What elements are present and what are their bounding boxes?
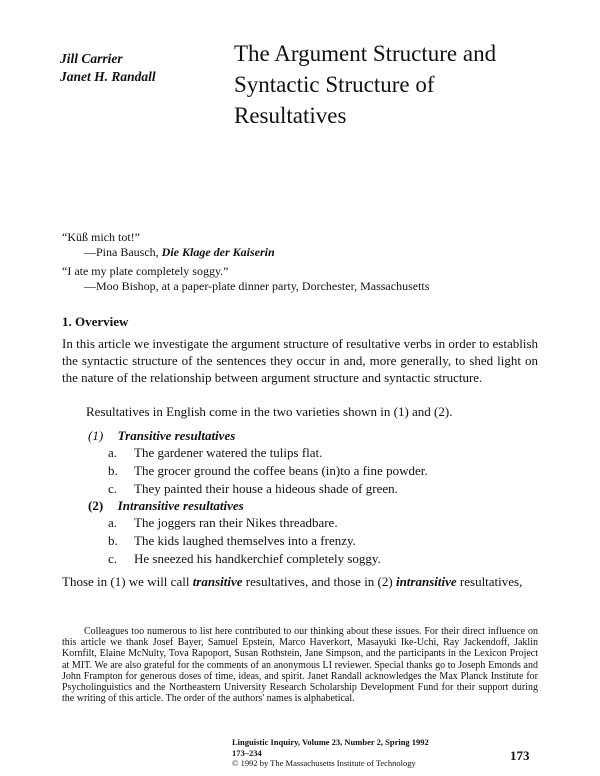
example-1b bbox=[108, 462, 428, 480]
para3-term-transitive: transitive bbox=[192, 574, 243, 589]
example-letter: c. bbox=[108, 481, 118, 496]
example-letter: c. bbox=[108, 551, 118, 566]
example-2-title: Intransitive resultatives bbox=[117, 498, 244, 513]
footnote-text: Colleagues too numerous to list here contributed to our thinking about these issues. For their direct influence on this article we thank Josef Bayer, Samuel Epstein, Marco Haverkort, Masayuki Ike-Uchi, Ray Jackendoff, Jaklin Kornfilt, Elaine McNulty, Tova Rapoport, Susan Rothstein, Jane Simpson, and the participants in the Lexicon Project at MIT. We are also grateful for the comments of an anonymous LI reviewer. Special thanks go to Joseph Emonds and John Frampton for generous doses of time, ideas, and spirit. Janet Randall acknowledges the Max Planck Institute for Psycholinguistics and the Northeastern University Research Scholarship Development Fund for their support during the writing of this article. The order of the authors' names is alphabetical. bbox=[62, 626, 538, 705]
epigraph-1 bbox=[62, 230, 275, 260]
journal-citation: Linguistic Inquiry, Volume 23, Number 2, Spring 1992 bbox=[232, 737, 429, 747]
section-heading: 1. Overview bbox=[62, 314, 129, 329]
example-2c bbox=[108, 550, 381, 568]
example-text: The joggers ran their Nikes threadbare. bbox=[134, 515, 338, 530]
example-2-number: (2) bbox=[88, 498, 104, 513]
example-letter: a. bbox=[108, 445, 118, 460]
example-2b bbox=[108, 532, 356, 550]
title-line-2: Syntactic Structure of bbox=[234, 72, 435, 97]
publication-info bbox=[232, 737, 429, 769]
example-1-label bbox=[88, 427, 235, 444]
acknowledgment-footnote bbox=[62, 626, 538, 704]
epigraph-1-source-author: —Pina Bausch, bbox=[84, 245, 162, 259]
author-1: Jill Carrier bbox=[60, 51, 123, 66]
para3-term-intransitive: intransitive bbox=[395, 574, 457, 589]
example-1-number: (1) bbox=[88, 428, 104, 443]
epigraph-2-source: —Moo Bishop, at a paper-plate dinner party, Dorchester, Massachusetts bbox=[84, 279, 430, 293]
example-text: The grocer ground the coffee beans (in)to a fine powder. bbox=[134, 463, 428, 478]
example-text: The kids laughed themselves into a frenzy. bbox=[134, 533, 356, 548]
epigraph-1-quote: “Küß mich tot!” bbox=[62, 230, 140, 244]
author-2: Janet H. Randall bbox=[60, 69, 156, 84]
page-range: 173–234 bbox=[232, 747, 262, 758]
example-letter: a. bbox=[108, 515, 118, 530]
epigraph-2 bbox=[62, 264, 429, 294]
para3-text-2: resultatives, and those in (2) bbox=[242, 574, 396, 589]
title-line-3: Resultatives bbox=[234, 103, 347, 128]
epigraph-1-source bbox=[62, 245, 275, 260]
example-text: They painted their house a hideous shade of green. bbox=[134, 481, 398, 496]
para3-text-3: resultatives, bbox=[456, 574, 523, 589]
example-1c bbox=[108, 480, 398, 498]
para3-text-1: Those in (1) we will call bbox=[62, 574, 193, 589]
paragraph-3 bbox=[62, 573, 538, 590]
copyright-line: © 1992 by The Massachusetts Institute of Technology bbox=[232, 758, 416, 768]
example-letter: b. bbox=[108, 463, 118, 478]
example-1-title: Transitive resultatives bbox=[117, 428, 236, 443]
paragraph-2: Resultatives in English come in the two varieties shown in (1) and (2). bbox=[86, 404, 453, 419]
example-2-label bbox=[88, 497, 244, 514]
example-2a bbox=[108, 514, 338, 532]
title-line-1: The Argument Structure and bbox=[234, 41, 497, 66]
example-text: The gardener watered the tulips flat. bbox=[134, 445, 323, 460]
author-names bbox=[60, 50, 156, 86]
article-title bbox=[234, 38, 574, 131]
page-number: 173 bbox=[510, 748, 530, 763]
epigraph-2-quote: “I ate my plate completely soggy.” bbox=[62, 264, 229, 278]
paragraph-1: In this article we investigate the argument structure of resultative verbs in order to establish the syntactic structure of the sentences they occur in and, more generally, to shed light on the nature of the relationship between argument structure and syntactic structure. bbox=[62, 336, 538, 385]
example-letter: b. bbox=[108, 533, 118, 548]
epigraph-1-source-work: Die Klage der Kaiserin bbox=[161, 245, 275, 259]
example-1a bbox=[108, 444, 322, 462]
example-text: He sneezed his handkerchief completely soggy. bbox=[134, 551, 381, 566]
